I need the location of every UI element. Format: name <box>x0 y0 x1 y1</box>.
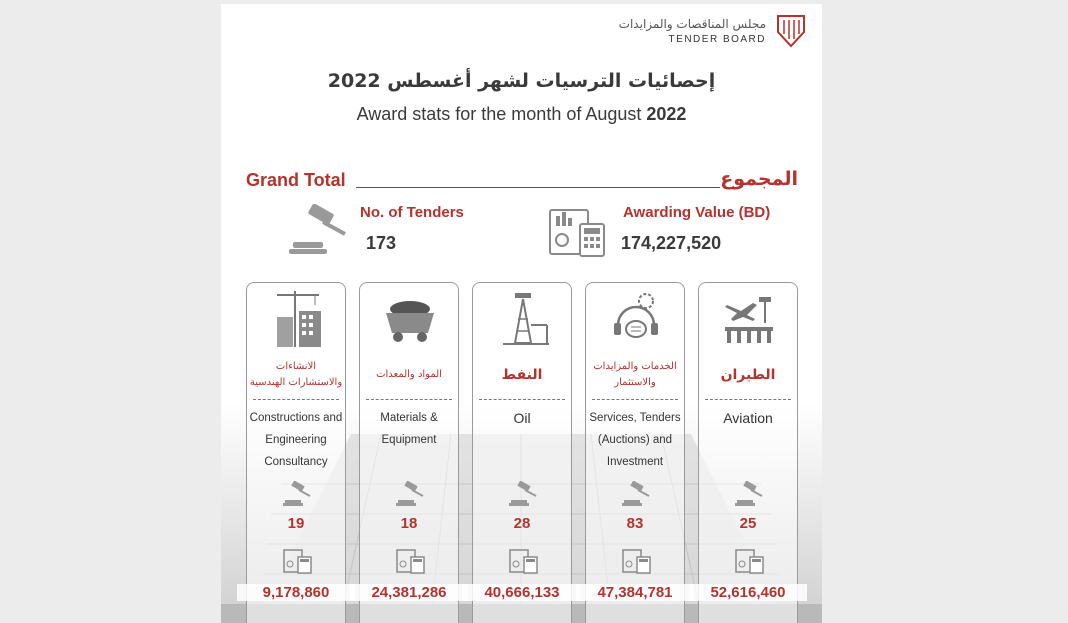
sector-card-aviation <box>698 282 798 623</box>
grand-total-label: Grand Total <box>246 170 346 190</box>
title-english <box>221 104 822 125</box>
sector-card-materials <box>359 282 459 623</box>
report-calculator-icon <box>509 547 539 575</box>
logo-arabic-text: مجلس المناقصات والمزايدات <box>618 17 766 31</box>
awarding-value: 47,384,781 <box>576 584 694 601</box>
sector-name: Constructions and Engineering Consultancy <box>249 412 343 468</box>
sector-name-arabic: الانشاءات والاستشارات الهندسية <box>249 361 343 388</box>
aviation-icon <box>719 289 779 349</box>
report-calculator-icon <box>548 204 608 260</box>
sector-name-arabic: الخدمات والمزايدات والاستثمار <box>593 361 677 388</box>
card-divider <box>366 399 452 400</box>
gavel-icon <box>396 481 426 507</box>
tenders-count: 25 <box>739 515 757 532</box>
gavel-icon <box>283 481 313 507</box>
card-divider <box>705 399 791 400</box>
sector-name: Services, Tenders (Auctions) and Investment <box>589 412 681 468</box>
sector-name-arabic: النفط <box>501 367 543 383</box>
awarding-value: 40,666,133 <box>463 584 581 601</box>
awarding-value-label: Awarding Value (BD) <box>623 204 771 221</box>
title-arabic: إحصائيات الترسيات لشهر أغسطس 2022 <box>327 70 716 92</box>
tender-board-logo <box>619 14 806 48</box>
oil-rig-icon <box>493 289 553 349</box>
report-calculator-icon <box>735 547 765 575</box>
tenders-count-label: No. of Tenders <box>360 204 464 221</box>
grand-total-label-arabic: المجموع <box>720 168 798 190</box>
card-divider <box>479 399 565 400</box>
tenders-count: 19 <box>287 515 305 532</box>
title-english-text: Award stats for the month of August <box>356 104 647 124</box>
construction-icon <box>267 289 327 349</box>
tenders-count: 28 <box>513 515 531 532</box>
report-calculator-icon <box>283 547 313 575</box>
report-calculator-icon <box>396 547 426 575</box>
awarding-value: 24,381,286 <box>350 584 468 601</box>
card-divider <box>592 399 678 400</box>
sector-name-arabic: المواد والمعدات <box>376 369 442 380</box>
tenders-count: 83 <box>626 515 644 532</box>
grand-total-row <box>246 170 798 194</box>
tender-board-emblem-icon <box>776 14 806 48</box>
infographic-poster <box>221 4 822 623</box>
awarding-value: 9,178,860 <box>237 584 355 601</box>
tenders-count-value: 173 <box>366 233 397 253</box>
sector-card-oil <box>472 282 572 623</box>
card-divider <box>253 399 339 400</box>
title-english-year: 2022 <box>646 104 687 124</box>
mining-cart-icon <box>380 289 440 349</box>
sector-card-constructions <box>246 282 346 623</box>
sector-name: Aviation <box>723 410 773 426</box>
sector-name: Oil <box>513 410 531 426</box>
report-calculator-icon <box>622 547 652 575</box>
gavel-icon <box>735 481 765 507</box>
grand-total-divider <box>356 187 720 188</box>
gavel-icon <box>622 481 652 507</box>
sector-card-services <box>585 282 685 623</box>
awarding-value-amount: 174,227,520 <box>621 233 722 253</box>
tenders-count: 18 <box>400 515 418 532</box>
sector-cards <box>246 282 798 623</box>
sector-name-arabic: الطيران <box>720 367 776 383</box>
awarding-value: 52,616,460 <box>689 584 807 601</box>
gavel-icon <box>509 481 539 507</box>
logo-english-text: TENDER BOARD <box>668 34 766 45</box>
sector-name: Materials & Equipment <box>380 412 438 446</box>
gavel-icon <box>289 204 351 256</box>
services-headset-icon <box>606 289 666 349</box>
